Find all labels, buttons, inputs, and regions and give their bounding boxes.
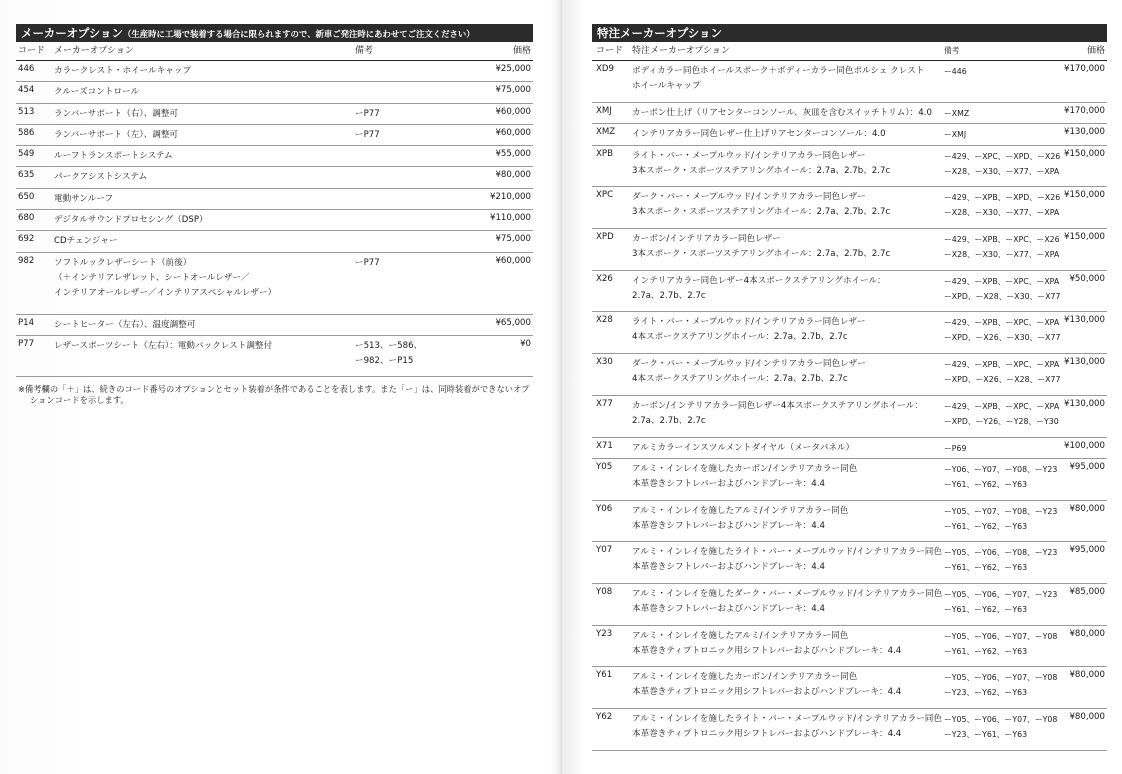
option-code: 586 [18,127,35,138]
table-row [592,124,1107,146]
option-name [54,318,195,333]
option-code: Y08 [596,587,613,598]
maker-options-table [16,61,533,377]
option-note [355,107,380,122]
option-name [632,274,886,304]
option-name-line: ダーク・バー・メープルウッド/インテリアカラー同色レザー [632,192,866,203]
option-name [54,234,118,249]
table-row [592,146,1107,188]
header-code: コード [596,46,624,56]
table-row [16,189,533,210]
option-name-line: 本革巻きティプトロニック用シフトレバーおよびハンドブレーキ：4.4 [632,687,902,698]
header-price: 価格 [512,46,531,56]
option-note-line: ー513、ー586、 [355,340,423,351]
option-note [944,670,1057,700]
option-code: 650 [18,191,35,202]
option-note-line: ーXPD、ーX26、ーX30、ーX77 [944,333,1061,343]
option-name-line: ランバーサポート（左）、調整可 [54,129,179,140]
option-note [944,441,966,456]
option-note [944,399,1059,429]
option-name-line: シートヒーター（左右）、温度調整可 [54,319,196,330]
option-note-line: ーY23、ーY62、ーY63 [944,688,1028,698]
table-row [16,167,533,188]
table-row [592,709,1107,751]
option-code: XMJ [596,105,612,116]
option-name-line: インテリアカラー同色レザー仕上げリアセンターコンソール：4.0 [632,129,886,140]
option-note [944,357,1060,387]
table-row [592,354,1107,396]
header-note: 備考 [355,46,374,56]
header-code: コード [18,46,46,56]
option-name-line: アルミ・インレイを施したアルミ/インテリアカラー同色 [632,630,849,641]
option-price: ¥25,000 [495,64,531,74]
option-note-line: ーY05、ーY06、ーY07、ーY23 [944,590,1058,600]
option-code: XPD [596,232,614,243]
table-row [592,667,1107,709]
option-name-line: アルミ・インレイを施したライト・バー・メープルウッド/インテリアカラー同色 [632,714,942,725]
table-row [592,229,1107,271]
header-note: 備考 [944,46,960,55]
option-price: ¥80,000 [1069,670,1105,681]
option-name-line: アルミ・インレイを施したアルミ/インテリアカラー同色 [632,505,849,516]
option-code: XMZ [596,127,616,138]
option-note-line: ーY61、ーY62、ーY63 [944,646,1028,656]
option-price: ¥170,000 [1063,105,1105,116]
option-note-line: ーXPD、ーX28、ーX30、ーX77 [944,291,1061,301]
table-row [16,104,533,125]
option-note-line: ーY06、ーY07、ーY08、ーY23 [944,465,1058,474]
option-price: ¥60,000 [495,106,531,117]
option-note-line: ーXPD、ーX26、ーX28、ーX77 [944,375,1061,385]
table-row [16,210,533,231]
option-name [632,315,866,345]
option-code: 635 [18,170,35,181]
option-note-line: ー429、ーXPC、ーXPD、ーX26 [944,151,1061,161]
option-name [632,670,901,700]
option-code: XPC [596,190,614,201]
option-name-line: デジタルサウンドプロセシング（DSP） [54,215,208,226]
special-options-table-header [592,42,1107,61]
header-price: 価格 [1086,46,1105,56]
option-name-line: パークアシストシステム [54,172,148,183]
option-code: XD9 [596,64,614,74]
option-note-line: ーP69 [944,443,967,453]
left-page [16,24,533,406]
option-price: ¥130,000 [1063,398,1105,409]
option-name-line: インテリアカラー同色レザー4本スポークステアリングホイール： [632,275,886,286]
option-name-line: （＋インテリアレザレット、シートオールレザー／ [54,272,250,283]
option-code: P77 [18,338,35,349]
option-code: Y06 [596,503,613,514]
option-code: Y62 [596,712,613,723]
option-price: ¥65,000 [495,317,531,328]
option-name [632,232,890,262]
option-note-line: ー429、ーXPB、ーXPC、ーXPA [944,401,1060,411]
option-name [632,399,923,429]
option-name [54,64,191,79]
option-code: X30 [596,357,613,368]
option-note-line: ーY05、ーY06、ーY08、ーY23 [944,548,1058,558]
option-note [944,315,1060,345]
option-note [944,462,1057,492]
option-name [54,339,272,354]
special-options-title-bar [592,24,1107,42]
option-name [632,357,866,387]
option-name-line: アルミ・インレイを施したダーク・バー・メープルウッド/インテリアカラー同色 [632,589,943,600]
option-note-line: ーY05、ーY06、ーY07、ーY08 [944,715,1058,725]
option-name-line: カーボン/インテリアカラー同色レザー4本スポークステアリングホイール： [632,400,923,411]
option-name-line: アルミカラーインスツルメントダイヤル（メータパネル） [632,442,855,453]
option-note-line: ー429、ーXPB、ーXPC、ーX26 [944,235,1060,245]
option-code: X71 [596,440,613,451]
option-name [54,213,208,228]
option-note [944,274,1060,304]
table-row [16,61,533,82]
option-code: Y05 [596,462,613,472]
option-price: ¥80,000 [1069,503,1105,514]
table-row [592,542,1107,584]
option-code: 513 [18,106,35,117]
option-note-line: ーXPD、ーY26、ーY28、ーY30 [944,416,1059,426]
option-name [54,128,178,143]
table-row [592,459,1107,501]
option-name-line: インテリアオールレザー／インテリアスペシャルレザー） [54,287,277,298]
option-code: 549 [18,149,35,160]
option-note [355,256,380,271]
option-price: ¥80,000 [1069,628,1105,639]
option-name [632,462,857,492]
maker-options-table-header [16,42,533,61]
option-name-line: 本革巻きシフトレバーおよびハンドブレーキ：4.4 [632,604,825,615]
option-code: Y23 [596,628,613,639]
option-name [632,504,848,534]
option-note [944,127,966,142]
option-name [632,712,942,742]
option-price: ¥130,000 [1063,315,1105,326]
option-name [632,106,932,121]
option-code: 680 [18,213,35,224]
option-name-line: ルーフトランスポートシステム [54,151,173,162]
option-note-line: ーX28、ーX30、ーX77、ーXPA [944,250,1060,260]
option-price: ¥150,000 [1063,190,1105,201]
option-note [944,504,1057,534]
option-name [54,149,173,164]
table-row [16,125,533,146]
option-name-line: 本革巻きティプトロニック用シフトレバーおよびハンドブレーキ：4.4 [632,729,902,740]
option-note [944,712,1057,742]
option-note-line: ー429、ーXPB、ーXPC、ーXPA [944,276,1060,286]
option-name [632,127,886,142]
option-code: XPB [596,148,613,159]
option-name-line: アルミ・インレイを施したライト・バー・メープルウッド/インテリアカラー同色 [632,547,942,558]
option-name-line: 本革巻きティプトロニック用シフトレバーおよびハンドブレーキ：4.4 [632,645,902,656]
option-code: Y61 [596,670,613,681]
option-code: X26 [596,273,613,284]
table-row [592,626,1107,668]
table-row [592,501,1107,543]
option-price: ¥75,000 [495,234,531,245]
option-price: ¥0 [520,338,531,349]
option-note [944,587,1057,617]
option-note [944,64,967,79]
option-name-line: 2.7a、2.7b、2.7c [632,415,706,426]
option-note-line: ーP77 [355,257,380,268]
special-options-table [592,61,1107,751]
option-note [355,339,422,369]
option-name-line: クルーズコントロール [54,87,140,98]
option-note-line: ーX28、ーX30、ーX77、ーXPA [944,166,1060,176]
special-options-title: 特注メーカーオプション [597,26,723,40]
option-note-line: ーY05、ーY06、ーY07、ーY08 [944,631,1058,641]
option-name-line: アルミ・インレイを施したカーボン/インテリアカラー同色 [632,464,858,474]
option-code: X28 [596,315,613,326]
table-row [592,103,1107,125]
option-name-line: カーボン仕上げ（リアセンターコンソール、灰皿を含むスイッチトリム）：4.0 [632,107,932,118]
option-price: ¥130,000 [1063,357,1105,368]
option-price: ¥50,000 [1069,273,1105,284]
header-name: メーカーオプション [54,46,134,56]
option-name-line: ライト・バー・メープルウッド/インテリアカラー同色レザー [632,317,866,328]
option-name [632,64,924,94]
option-name [632,190,890,220]
option-note-line: ーY05、ーY07、ーY08、ーY23 [944,506,1058,516]
option-price: ¥80,000 [1069,712,1105,723]
table-row [592,312,1107,354]
page-gutter [558,0,564,774]
table-row [16,146,533,167]
option-name-line: 3本スポーク・スポーツステアリングホイール：2.7a、2.7b、2.7c [632,165,891,176]
option-price: ¥60,000 [495,127,531,138]
option-price: ¥95,000 [1069,462,1105,472]
option-price: ¥170,000 [1063,64,1105,74]
option-name [632,149,890,179]
option-code: 454 [18,85,35,96]
option-name-line: 3本スポーク・スポーツステアリングホイール：2.7a、2.7b、2.7c [632,207,891,218]
maker-options-title-note: （生産時に工場で装着する場合に限られますので、新車ご発注時にあわせてご注文ください） [123,29,475,39]
option-note-line: ーX28、ーX30、ーX77、ーXPA [944,208,1060,218]
table-row [16,231,533,252]
option-note-line: ー429、ーXPB、ーXPC、ーXPA [944,360,1060,370]
table-row [592,396,1107,438]
option-name-line: ボディカラー同色ホイールスポーク＋ボディーカラー同色ポルシェ クレスト [632,66,925,76]
footnote: ※備考欄の「＋」は、続きのコード番号のオプションとセット装着が条件であることを表します。また「ー」は、同時装着ができないオプションコードを示します。 [18,383,530,405]
option-price: ¥110,000 [489,213,531,224]
option-name-line: 本革巻きシフトレバーおよびハンドブレーキ：4.4 [632,520,825,531]
option-name-line: カラークレスト・ホイールキャップ [54,66,192,76]
option-price: ¥150,000 [1063,148,1105,159]
option-name [632,629,901,659]
option-name-line: アルミ・インレイを施したカーボン/インテリアカラー同色 [632,672,858,683]
right-page [592,24,1107,751]
option-note [355,128,380,143]
option-name [632,587,942,617]
option-note [944,149,1060,179]
option-name [632,441,854,456]
option-note-line: ーP77 [355,108,380,119]
option-note-line: ー429、ーXPB、ーXPD、ーX26 [944,193,1061,203]
option-note-line: ー982、ーP15 [355,355,414,366]
table-row [592,271,1107,313]
option-note-line: ーY61、ーY62、ーY63 [944,605,1028,615]
maker-options-title-bar [16,24,533,42]
option-name [54,107,178,122]
option-price: ¥150,000 [1063,232,1105,243]
option-note-line: ーY61、ーY62、ーY63 [944,563,1028,573]
option-price: ¥80,000 [495,170,531,181]
option-note-line: ー429、ーXPB、ーXPC、ーXPA [944,318,1060,328]
option-code: 446 [18,64,35,74]
option-code: P14 [18,317,35,328]
option-note-line: ーXMJ [944,130,967,140]
option-name-line: CDチェンジャー [54,236,118,247]
option-note [944,629,1057,659]
option-code: Y07 [596,545,613,556]
option-price: ¥85,000 [1069,587,1105,598]
option-name-line: 2.7a、2.7b、2.7c [632,290,706,301]
table-row [16,336,533,377]
option-name-line: ダーク・バー・メープルウッド/インテリアカラー同色レザー [632,359,866,370]
option-note-line: ーP77 [355,129,380,140]
option-price: ¥55,000 [495,149,531,160]
option-price: ¥210,000 [489,191,531,202]
option-name-line: ランバーサポート（右）、調整可 [54,108,179,119]
option-name-line: レザースポーツシート（左右）：電動バックレスト調整付 [54,340,273,351]
option-note [944,106,969,121]
option-note-line: ーY23、ーY61、ーY63 [944,730,1028,740]
table-row [592,187,1107,229]
option-note-line: ーY61、ーY62、ーY63 [944,521,1028,531]
option-name-line: ソフトルックレザーシート（前後） [54,257,192,268]
table-row [16,253,533,315]
header-name: 特注メーカーオプション [632,46,730,56]
option-name-line: 3本スポーク・スポーツステアリングホイール：2.7a、2.7b、2.7c [632,249,891,260]
table-row [16,315,533,336]
option-name [54,192,113,207]
option-note [944,190,1060,220]
option-code: X77 [596,398,613,409]
option-note [944,545,1057,575]
option-note [944,232,1060,262]
option-note-line: ーY61、ーY62、ーY63 [944,480,1028,489]
option-name-line: 本革巻きシフトレバーおよびハンドブレーキ：4.4 [632,479,825,489]
option-name-line: カーボン/インテリアカラー同色レザー [632,234,781,245]
option-name [632,545,942,575]
option-name [54,256,276,301]
table-row [592,584,1107,626]
option-code: 692 [18,234,35,245]
table-row [16,82,533,103]
option-note-line: ー446 [944,67,967,76]
option-name-line: 4本スポークステアリングホイール：2.7a、2.7b、2.7c [632,374,848,385]
option-price: ¥75,000 [495,85,531,96]
option-name [54,170,147,185]
option-name-line: 本革巻きシフトレバーおよびハンドブレーキ：4.4 [632,562,825,573]
table-row [592,438,1107,460]
option-name [54,85,139,100]
maker-options-title: メーカーオプション [21,26,124,40]
option-name-line: 電動サンルーフ [54,193,114,204]
option-name-line: ホイールキャップ [632,81,701,91]
option-price: ¥100,000 [1063,440,1105,451]
option-price: ¥130,000 [1063,127,1105,138]
option-name-line: 4本スポークステアリングホイール：2.7a、2.7b、2.7c [632,332,848,343]
table-row [592,61,1107,103]
option-note-line: ーY05、ーY06、ーY07、ーY08 [944,673,1058,683]
option-code: 982 [18,255,35,266]
option-name-line: ライト・バー・メープルウッド/インテリアカラー同色レザー [632,150,866,161]
option-price: ¥60,000 [495,255,531,266]
option-price: ¥95,000 [1069,545,1105,556]
option-note-line: ーXMZ [944,108,970,118]
